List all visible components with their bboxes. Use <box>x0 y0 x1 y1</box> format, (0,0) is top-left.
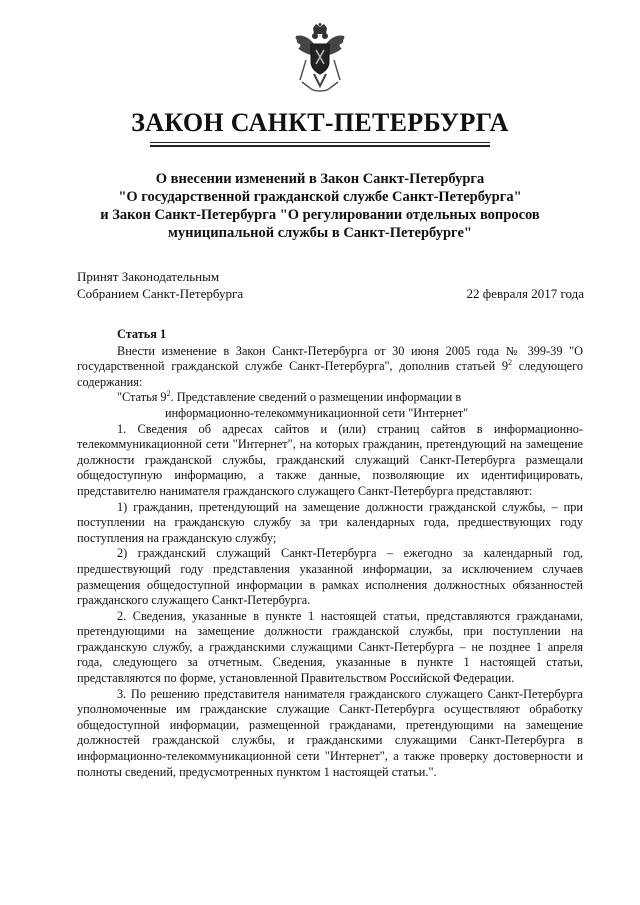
subtitle-line: "О государственной гражданской службе Санкт-Петербурга" <box>118 189 522 205</box>
article-intro-text: Внести изменение в Закон Санкт-Петербурга от 30 июня 2005 года № 399-39 "О государственной гражданской службе Санкт-Петербурга", дополнив статьей 9 <box>77 343 583 374</box>
new-article-title-text: . Представление сведений о размещении информации в <box>170 390 462 405</box>
article-heading: Статья 1 <box>117 327 167 341</box>
title-underline <box>150 142 490 143</box>
paragraph-3: 3. По решению представителя нанимателя гражданского служащего Санкт-Петербурга уполномоченные им гражданские служащие Санкт-Петербурга осуществляют обработку общедоступной информации, размещенной гражданами, претендующими на замещение должностей гражданской службы, и гражданскими служащими Санкт-Петербурга в информационно-телекоммуникационной сети "Интернет", а также проверку достоверности и полноты сведений, предусмотренных пунктом 1 настоящей статьи.". <box>77 686 583 779</box>
subtitle-line: О внесении изменений в Закон Санкт-Петербурга <box>155 171 485 187</box>
new-article-title-continued: информационно-телекоммуникационной сети "Интернет" <box>165 405 469 420</box>
law-subtitle <box>80 170 560 242</box>
article-intro <box>77 344 583 391</box>
article-intro-text: следующего содержания: <box>77 359 584 389</box>
article-1 <box>77 327 583 780</box>
subtitle-line: муниципальной службы в Санкт-Петербурге" <box>168 225 472 241</box>
superscript: 2 <box>508 358 513 368</box>
adoption-line: Принят Законодательным <box>77 269 220 284</box>
adoption-line: Собранием Санкт-Петербурга <box>77 286 244 301</box>
paragraph-2: 2. Сведения, указанные в пункте 1 настоящей статьи, представляются гражданами, претендующими на замещение должности гражданской службы, при поступлении на гражданскую службу, а гражданскими служащими Санкт-Петербурга – не позднее 1 апреля года, следующего за отчетным. Сведения, указанные в пункте 1 настоящей статьи, представляются по форме, установленной Правительством Российской Федерации. <box>77 608 583 686</box>
new-article-title-text: "Статья 9 <box>117 390 167 405</box>
subparagraph-1-2: 2) гражданский служащий Санкт-Петербурга – ежегодно за календарный год, предшествующий году представления указанной информации, за исключением случаев размещения общедоступной информации в рамках исполнения должностных обязанностей гражданского служащего Санкт-Петербурга. <box>77 546 583 608</box>
law-title: ЗАКОН САНКТ-ПЕТЕРБУРГА <box>131 108 509 137</box>
st-petersburg-coat-of-arms-icon <box>292 22 348 94</box>
subtitle-line: и Закон Санкт-Петербурга "О регулировании отдельных вопросов <box>100 207 540 223</box>
adoption-statement <box>77 268 243 302</box>
subparagraph-1-1: 1) гражданин, претендующий на замещение должности гражданской службы, – при поступлении на гражданскую службу за три календарных года, предшествующих году поступления на гражданскую службу; <box>77 499 583 545</box>
superscript: 2 <box>166 389 171 399</box>
adoption-date: 22 февраля 2017 года <box>466 286 584 301</box>
title-underline-thick <box>150 145 490 147</box>
new-article-title <box>77 390 583 406</box>
paragraph-1: 1. Сведения об адресах сайтов и (или) страниц сайтов в информационно-телекоммуникационной сети "Интернет", на которых гражданин, претендующий на замещение должности гражданской службы, гражданский служащий Санкт-Петербурга размещали общедоступную информацию, а также данные, позволяющие их идентифицировать, представителю нанимателя гражданского служащего Санкт-Петербурга представляют: <box>77 421 583 498</box>
